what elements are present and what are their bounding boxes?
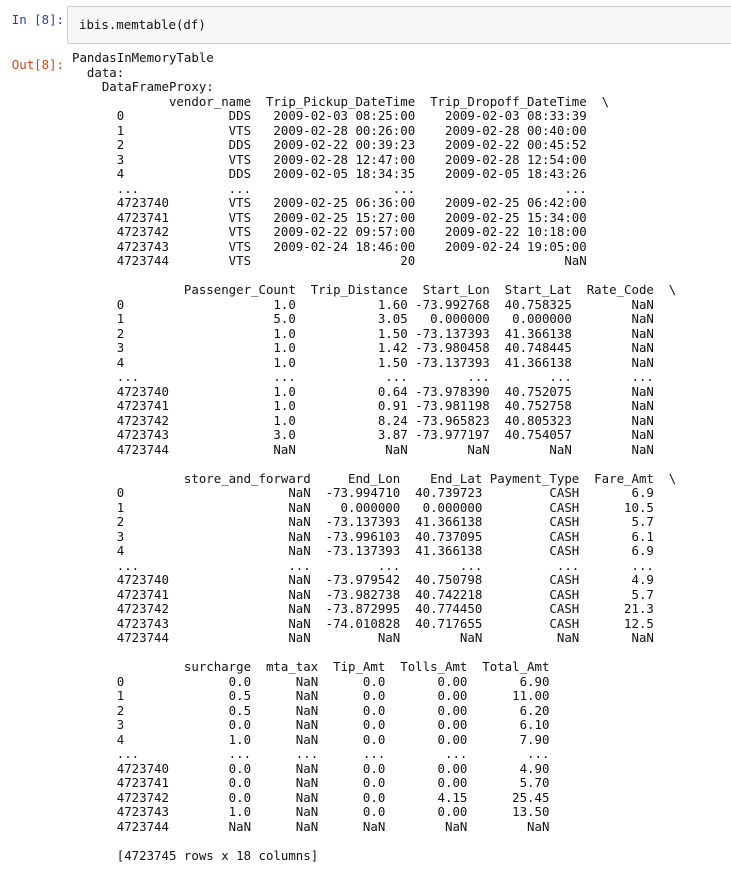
output-line: 1 VTS 2009-02-28 00:26:00 2009-02-28 00:40:00 [72, 122, 587, 138]
output-line [72, 646, 676, 661]
code-text[interactable]: ibis.memtable(df) [79, 17, 206, 32]
output-line [72, 834, 676, 849]
output-line: store_and_forward End_Lon End_Lat Payment_Type Fare_Amt \ [72, 470, 677, 486]
cell-output [72, 51, 676, 863]
output-line: 4 DDS 2009-02-05 18:34:35 2009-02-05 18:43:26 [72, 166, 587, 181]
output-line: 1 5.0 3.05 0.000000 0.000000 NaN [72, 311, 654, 326]
output-line [72, 269, 676, 284]
output-line: 4 1.0 NaN 0.0 0.00 7.90 [72, 731, 550, 747]
output-line: 4723740 0.0 NaN 0.0 0.00 4.90 [72, 760, 550, 776]
output-line: ... ... ... ... ... ... [72, 557, 654, 573]
output-line: [4723745 rows x 18 columns] [72, 847, 319, 863]
input-prompt: In [8]: [11, 12, 64, 27]
output-line: 4 NaN -73.137393 41.366138 CASH 6.9 [72, 543, 654, 558]
output-line: 1 NaN 0.000000 0.000000 CASH 10.5 [72, 499, 654, 515]
output-line: 4723742 VTS 2009-02-22 09:57:00 2009-02-22 10:18:00 [72, 224, 587, 239]
output-line: 4723741 VTS 2009-02-25 15:27:00 2009-02-25 15:34:00 [72, 209, 587, 225]
output-line: 2 1.0 1.50 -73.137393 41.366138 NaN [72, 325, 654, 341]
output-line: ... ... ... ... [72, 180, 587, 196]
output-line: 4 1.0 1.50 -73.137393 41.366138 NaN [72, 354, 654, 370]
output-line: 2 DDS 2009-02-22 00:39:23 2009-02-22 00:45:52 [72, 137, 587, 152]
output-line: 3 1.0 1.42 -73.980458 40.748445 NaN [72, 340, 654, 355]
output-line: 0 NaN -73.994710 40.739723 CASH 6.9 [72, 485, 654, 500]
output-line [72, 457, 676, 472]
output-line: DataFrameProxy: [72, 79, 214, 94]
code-input-cell[interactable] [67, 6, 731, 44]
output-line: data: [72, 64, 125, 80]
output-line: 4723743 3.0 3.87 -73.977197 40.754057 NaN [72, 427, 654, 442]
output-line: Passenger_Count Trip_Distance Start_Lon Start_Lat Rate_Code \ [72, 282, 677, 297]
output-line: ... ... ... ... ... ... [72, 746, 550, 761]
output-line: 3 NaN -73.996103 40.737095 CASH 6.1 [72, 528, 654, 544]
output-line: 2 0.5 NaN 0.0 0.00 6.20 [72, 702, 550, 718]
output-line: 2 NaN -73.137393 41.366138 CASH 5.7 [72, 514, 654, 529]
output-line: 4723740 VTS 2009-02-25 06:36:00 2009-02-25 06:42:00 [72, 195, 587, 210]
output-line: 4723744 NaN NaN NaN NaN NaN [72, 630, 654, 645]
output-line: 4723743 NaN -74.010828 40.717655 CASH 12.5 [72, 615, 654, 631]
output-line: ... ... ... ... ... ... [72, 369, 654, 384]
output-line: 0 0.0 NaN 0.0 0.00 6.90 [72, 673, 550, 689]
output-line: 3 0.0 NaN 0.0 0.00 6.10 [72, 717, 550, 732]
output-line: 4723740 1.0 0.64 -73.978390 40.752075 NaN [72, 383, 654, 399]
output-line: 0 DDS 2009-02-03 08:25:00 2009-02-03 08:33:39 [72, 108, 587, 123]
output-prompt: Out[8]: [11, 57, 64, 72]
output-line: 1 0.5 NaN 0.0 0.00 11.00 [72, 688, 550, 703]
output-line: 4723744 NaN NaN NaN NaN NaN [72, 818, 550, 834]
output-line: 4723744 NaN NaN NaN NaN NaN [72, 441, 654, 457]
output-line: 4723744 VTS 20 NaN [72, 253, 587, 268]
output-line: surcharge mta_tax Tip_Amt Tolls_Amt Total_Amt [72, 659, 550, 674]
output-line: 4723742 1.0 8.24 -73.965823 40.805323 NaN [72, 412, 654, 428]
output-line: 3 VTS 2009-02-28 12:47:00 2009-02-28 12:54:00 [72, 151, 587, 167]
output-line: 0 1.0 1.60 -73.992768 40.758325 NaN [72, 296, 654, 312]
output-line: 4723741 0.0 NaN 0.0 0.00 5.70 [72, 775, 550, 790]
output-line: 4723743 1.0 NaN 0.0 0.00 13.50 [72, 804, 550, 819]
output-line: 4723741 NaN -73.982738 40.742218 CASH 5.7 [72, 586, 654, 602]
output-line: 4723743 VTS 2009-02-24 18:46:00 2009-02-24 19:05:00 [72, 238, 587, 254]
output-line: 4723742 NaN -73.872995 40.774450 CASH 21.3 [72, 601, 654, 616]
output-line: vendor_name Trip_Pickup_DateTime Trip_Dropoff_DateTime \ [72, 93, 610, 109]
output-line: 4723740 NaN -73.979542 40.750798 CASH 4.9 [72, 572, 654, 587]
output-line: 4723741 1.0 0.91 -73.981198 40.752758 NaN [72, 398, 654, 413]
output-line: 4723742 0.0 NaN 0.0 4.15 25.45 [72, 789, 550, 805]
output-line: PandasInMemoryTable [72, 50, 214, 65]
